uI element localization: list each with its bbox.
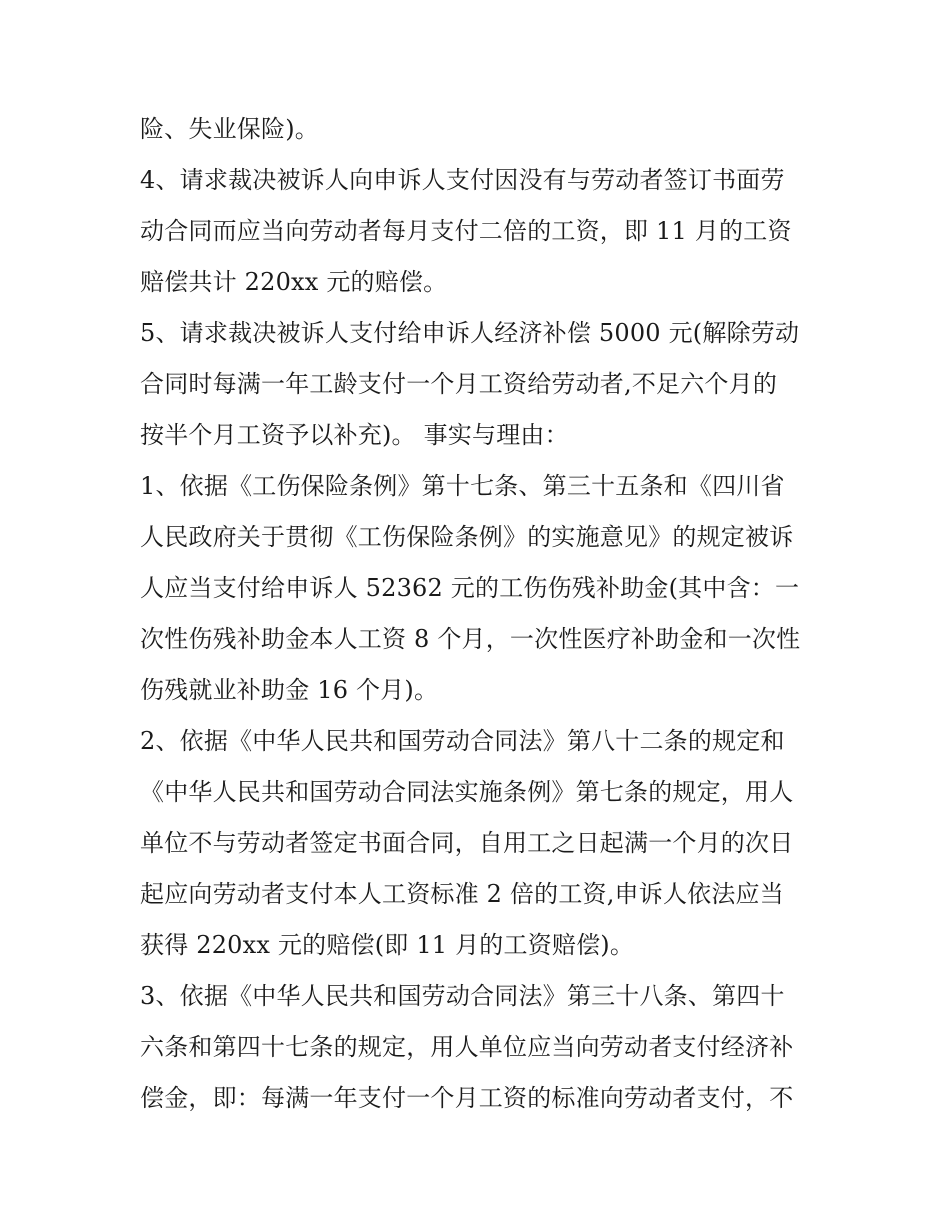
document-body — [140, 104, 820, 1124]
text-line: 合同时每满一年工龄支付一个月工资给劳动者,不足六个月的 — [140, 370, 778, 398]
text-line: 险、失业保险)。 — [140, 115, 319, 143]
text-line: 单位不与劳动者签定书面合同，自用工之日起满一个月的次日 — [140, 829, 794, 857]
text-line: 2、依据《中华人民共和国劳动合同法》第八十二条的规定和 — [140, 727, 785, 755]
text-line: 动合同而应当向劳动者每月支付二倍的工资，即 11 月的工资 — [140, 217, 792, 245]
text-line: 获得 220xx 元的赔偿(即 11 月的工资赔偿)。 — [140, 931, 635, 959]
text-line: 按半个月工资予以补充)。 事实与理由： — [140, 421, 569, 449]
text-line: 六条和第四十七条的规定，用人单位应当向劳动者支付经济补 — [140, 1033, 794, 1061]
text-line: 偿金，即：每满一年支付一个月工资的标准向劳动者支付，不 — [140, 1084, 794, 1112]
text-line: 次性伤残补助金本人工资 8 个月，一次性医疗补助金和一次性 — [140, 625, 801, 653]
text-line: 1、依据《工伤保险条例》第十七条、第三十五条和《四川省 — [140, 472, 785, 500]
text-line: 5、请求裁决被诉人支付给申诉人经济补偿 5000 元(解除劳动 — [140, 319, 800, 347]
text-line: 4、请求裁决被诉人向申诉人支付因没有与劳动者签订书面劳 — [140, 166, 785, 194]
text-line: 3、依据《中华人民共和国劳动合同法》第三十八条、第四十 — [140, 982, 785, 1010]
text-line: 赔偿共计 220xx 元的赔偿。 — [140, 268, 448, 296]
text-line: 起应向劳动者支付本人工资标准 2 倍的工资,申诉人依法应当 — [140, 880, 784, 908]
text-line: 伤残就业补助金 16 个月)。 — [140, 676, 439, 704]
text-line: 人民政府关于贯彻《工伤保险条例》的实施意见》的规定被诉 — [140, 523, 794, 551]
text-line: 《中华人民共和国劳动合同法实施条例》第七条的规定，用人 — [140, 778, 794, 806]
text-line: 人应当支付给申诉人 52362 元的工伤伤残补助金(其中含：一 — [140, 574, 800, 602]
